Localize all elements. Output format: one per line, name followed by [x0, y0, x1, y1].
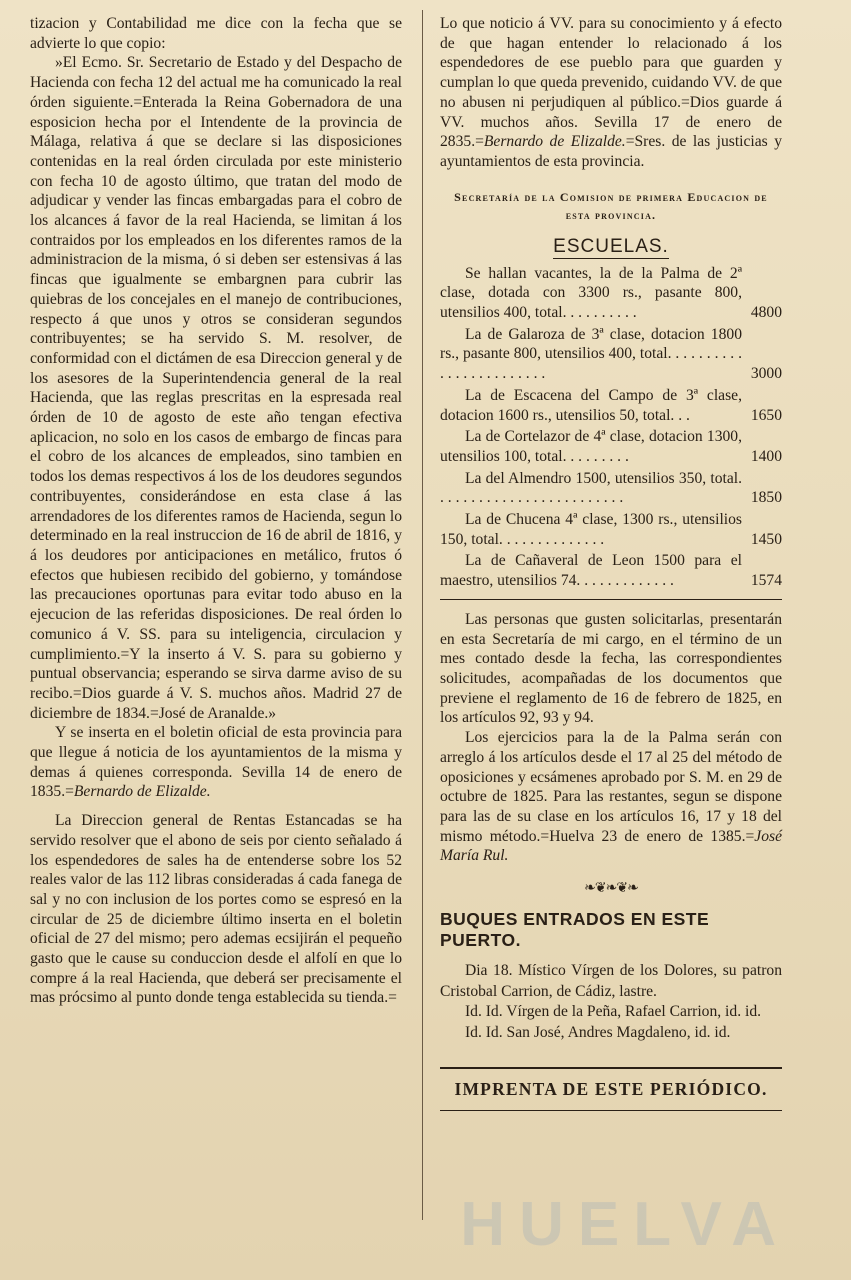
imprenta-rule-top [440, 1067, 782, 1069]
signature-elizalde-1: Bernardo de Elizalde. [73, 783, 211, 801]
school-amount: 4800 [750, 304, 782, 322]
school-amount: 1650 [750, 406, 782, 424]
paragraph-real-orden: »El Ecmo. Sr. Secretario de Estado y del Despacho de Hacienda con fecha 12 del actual me ha comunicado la real órden siguiente.=Enterada la Reina Gobernadora de una esposicion hecha por el Intendente de la provincia de Málaga, relativa á que se declare si las disposiciones contenidas en la real órden circulada por este ministerio con fecha 10 de agosto último, que tratan del modo de adjudicar y vender las fincas embargadas para el cobro de los alcances á favor de la real Hacienda, se limitan á los contraidos por los empleados en los diferentes ramos de la administracion de la misma, ó si deben ser estensivas á las fincas que igualmente se embargnen para cubrir las quiebras de los concejales en el manejo de contribuciones, respecto á que unos y otros se consideran segundos contribuyentes; se ha servido S. M. resolver, de conformidad con el dictámen de esa Direccion general y de los asesores de la Superintendencia general de la real Hacienda, que las reglas prescritas en la espresada real órden de 10 de agosto de este año tengan efectiva aplicacion, no solo en los casos de embargo de fincas para el cobro de los alcances de empleados, sino tambien en todos los demas respectivos á los de los deudores segundos contribuyentes, considerándose en esta clase á las arrendadores de los diferentes ramos de Hacienda, segun lo determinado en la real instruccion de 16 de abril de 1816, y á los deudores por anticipaciones en metálico, frutos ó efectos que hubiesen recibido del gobierno, y tomándose las precauciones oportunas para evitar todo abuso en la ejecucion de las referidas disposiciones. De real órden lo comunico á V. SS. para su inteligencia, circulacion y cumplimiento.=Y la inserto á V. S. para su gobierno y puntual observancia; esperando se sirva darme aviso de su recibo.=Dios guarde á V. S. muchos años. Madrid 27 de diciembre de 1834.=José de Aranalde.» [30, 54, 402, 722]
school-text: Se hallan vacantes, la de la Palma de 2ª clase, dotada con 3300 rs., pasante 800, utensilios 400, total. . . . . . . . . . [440, 264, 742, 322]
list-item [440, 386, 782, 425]
paragraph-solicitar: Las personas que gusten solicitarlas, presentarán en esta Secretaría de mi cargo, en el término de un mes contado desde la fecha, las correspondientes solicitudes, acompañadas de los documentos que previene el reglamento de 16 de febrero de 1825, en los artículos 92, 93 y 94. [440, 610, 782, 727]
school-text: La del Almendro 1500, utensilios 350, total. . . . . . . . . . . . . . . . . . . . . . . . . [440, 469, 742, 507]
noticio-text: Lo que noticio á VV. para su conocimiento y á efecto de que hagan entender lo relacionado á los espendedores de ese pueblo para que guarden y cumplan lo que queda prevenido, cuidando VV. de que no abusen ni perjudiquen al público.=Dios guarde á VV. muchos años. Sevilla 17 de enero de 2835.= [440, 15, 782, 151]
school-text: La de Galaroza de 3ª clase, dotacion 1800 rs., pasante 800, utensilios 400, total. . . . . . . . . . . . . . . . . . . . . . . . [440, 325, 742, 383]
school-amount: 1574 [750, 572, 782, 590]
paragraph-rentas-estancadas: La Direccion general de Rentas Estancadas se ha servido resolver que el abono de seis por ciento señalado á los espendedores de sales ha de entenderse sobre los 52 reales valor de las 112 libras consideradas á cada fanega de sal y no con inclusion de los portes como se espresó en la circular de 25 de diciembre último inserta en el boletin oficial de 27 del mismo; pero ademas ecsijirán el pequeño gasto que le cause su conduccion desde el alfolí en que lo compre á la real Hacienda, que deberá ser precisamente el mas prócsimo al punto donde tenga establecida su tienda.= [30, 812, 402, 1007]
imprenta-footer: IMPRENTA DE ESTE PERIÓDICO. [454, 1079, 768, 1100]
left-column [30, 14, 402, 1008]
school-amount: 1850 [750, 489, 782, 507]
list-item: Dia 18. Místico Vírgen de los Dolores, su patron Cristobal Carrion, de Cádiz, lastre. [440, 962, 782, 1000]
list-item [440, 427, 782, 466]
paragraph-noticio [440, 14, 782, 172]
library-watermark: HUELVA [460, 1190, 790, 1259]
school-list [440, 264, 782, 591]
ornament-divider: ❧❦❧❦❧ [584, 881, 638, 897]
school-amount: 1400 [750, 447, 782, 465]
list-item [440, 469, 782, 508]
list-item [440, 551, 782, 590]
school-text: La de Cortelazor de 4ª clase, dotacion 1300, utensilios 100, total. . . . . . . . . [440, 428, 742, 465]
paragraph-ejercicios [440, 728, 782, 866]
escuelas-heading [440, 236, 782, 258]
school-amount: 1450 [750, 530, 782, 548]
ejercicios-text: Los ejercicios para la de la Palma serán con arreglo á los artículos desde el 17 al 25 del método de oposiciones y ecsámenes aprobado por S. M. en 29 de octubre de 1825. Para las restantes, segun se dispone para las de su clase en los artículos 16, 17 y 18 del mismo método.=Huelva 23 de enero de 1385.= [440, 729, 782, 845]
list-item [440, 510, 782, 549]
school-amount: 3000 [750, 365, 782, 383]
imprenta-rule-bottom [440, 1110, 782, 1111]
insercion-text: Y se inserta en el boletin oficial de esta provincia para que llegue á noticia de los ayuntamientos de la misma y demas á quienes corresponda. Sevilla 14 de enero de 1835.= [30, 724, 402, 801]
list-item [440, 325, 782, 384]
section-rule [440, 599, 782, 600]
signature-elizalde-2: Bernardo de Elizalde. [483, 133, 626, 151]
secretaria-heading: Secretaría de la Comision de primera Educacion de esta provincia. [454, 189, 768, 222]
list-item [440, 264, 782, 323]
right-column [440, 14, 782, 1111]
list-item: Id. Id. San José, Andres Magdaleno, id. id. [464, 1023, 731, 1041]
paragraph-insercion [30, 723, 402, 802]
school-text: La de Escacena del Campo de 3ª clase, dotacion 1600 rs., utensilios 50, total. . . [440, 386, 742, 424]
school-text: La de Cañaveral de Leon 1500 para el maestro, utensilios 74. . . . . . . . . . . . . [440, 552, 742, 590]
school-text: La de Chucena 4ª clase, 1300 rs., utensilios 150, total. . . . . . . . . . . . . . [440, 511, 742, 548]
list-item: Id. Id. Vírgen de la Peña, Rafael Carrion, id. id. [464, 1003, 762, 1021]
buques-heading: BUQUES ENTRADOS EN ESTE PUERTO. [440, 909, 710, 951]
noticio-tail: =Sres. de las justicias y ayuntamientos de esta provincia. [440, 133, 782, 170]
escuelas-title: ESCUELAS. [553, 235, 669, 257]
column-divider [422, 10, 423, 1220]
signature-rul: José María Rul. [440, 827, 782, 865]
ship-list [440, 961, 782, 1043]
paragraph-opening: tizacion y Contabilidad me dice con la fecha que se advierte lo que copio: [30, 15, 402, 52]
